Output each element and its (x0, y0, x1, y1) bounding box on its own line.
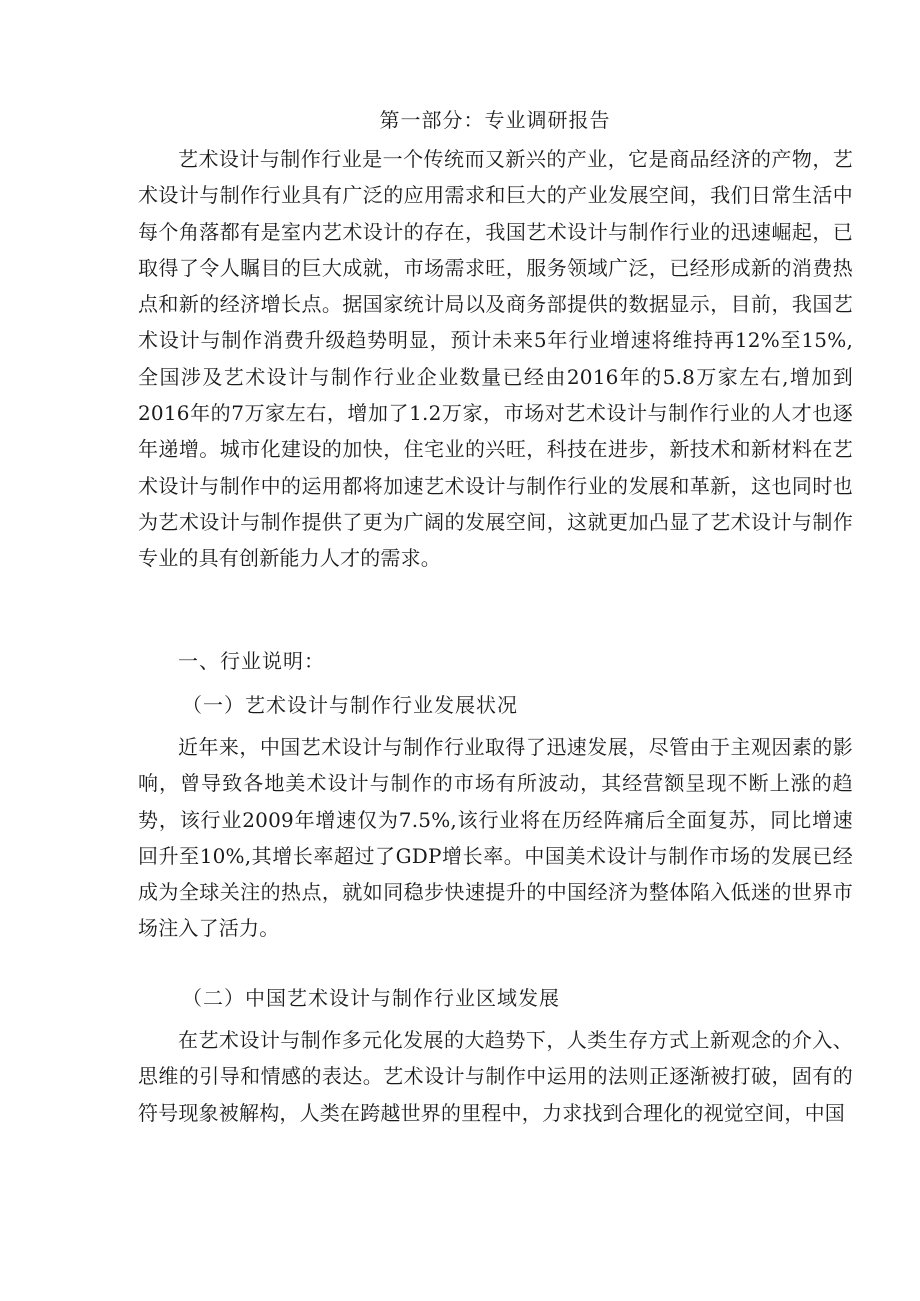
paragraph-regional-development: 在艺术设计与制作多元化发展的大趋势下，人类生存方式上新观念的介入、思维的引导和情感的表达。艺术设计与制作中运用的法则正逐渐被打破，固有的符号现象被解构，人类在跨越世界的里程中，力求找到合理化的视觉空间，中国 (138, 1028, 853, 1125)
paragraph-development-status: 近年来，中国艺术设计与制作行业取得了迅速发展，尽管由于主观因素的影响，曾导致各地美术设计与制作的市场有所波动，其经营额呈现不断上涨的趋势，该行业2009年增速仅为7.5%,该行业将在历经阵痛后全面复苏，同比增速回升至10%,其增长率超过了GDP增长率。中国美术设计与制作市场的发展已经成为全球关注的热点，就如同稳步快速提升的中国经济为整体陷入低迷的世界市场注入了活力。 (138, 735, 853, 941)
section-heading-industry-description: 一、行业说明： (178, 649, 325, 673)
paragraph-industry-overview: 艺术设计与制作行业是一个传统而又新兴的产业，它是商品经济的产物，艺术设计与制作行业具有广泛的应用需求和巨大的产业发展空间，我们日常生活中每个角落都有是室内艺术设计的存在，我国艺术设计与制作行业的迅速崛起，已取得了令人瞩目的巨大成就，市场需求旺，服务领域广泛，已经形成新的消费热点和新的经济增长点。据国家统计局以及商务部提供的数据显示，目前，我国艺术设计与制作消费升级趋势明显，预计未来5年行业增速将维持再12%至15%,全国涉及艺术设计与制作行业企业数量已经由2016年的5.8万家左右,增加到2016年的7万家左右，增加了1.2万家，市场对艺术设计与制作行业的人才也逐年递增。城市化建设的加快，住宅业的兴旺，科技在进步，新技术和新材料在艺术设计与制作中的运用都将加速艺术设计与制作行业的发展和革新，这也同时也为艺术设计与制作提供了更为广阔的发展空间，这就更加凸显了艺术设计与制作专业的具有创新能力人才的需求。 (138, 147, 853, 571)
document-title: 第一部分：专业调研报告 (379, 108, 611, 132)
subsection-heading-regional-development: （二）中国艺术设计与制作行业区域发展 (182, 986, 560, 1010)
subsection-heading-development-status: （一）艺术设计与制作行业发展状况 (182, 693, 518, 717)
